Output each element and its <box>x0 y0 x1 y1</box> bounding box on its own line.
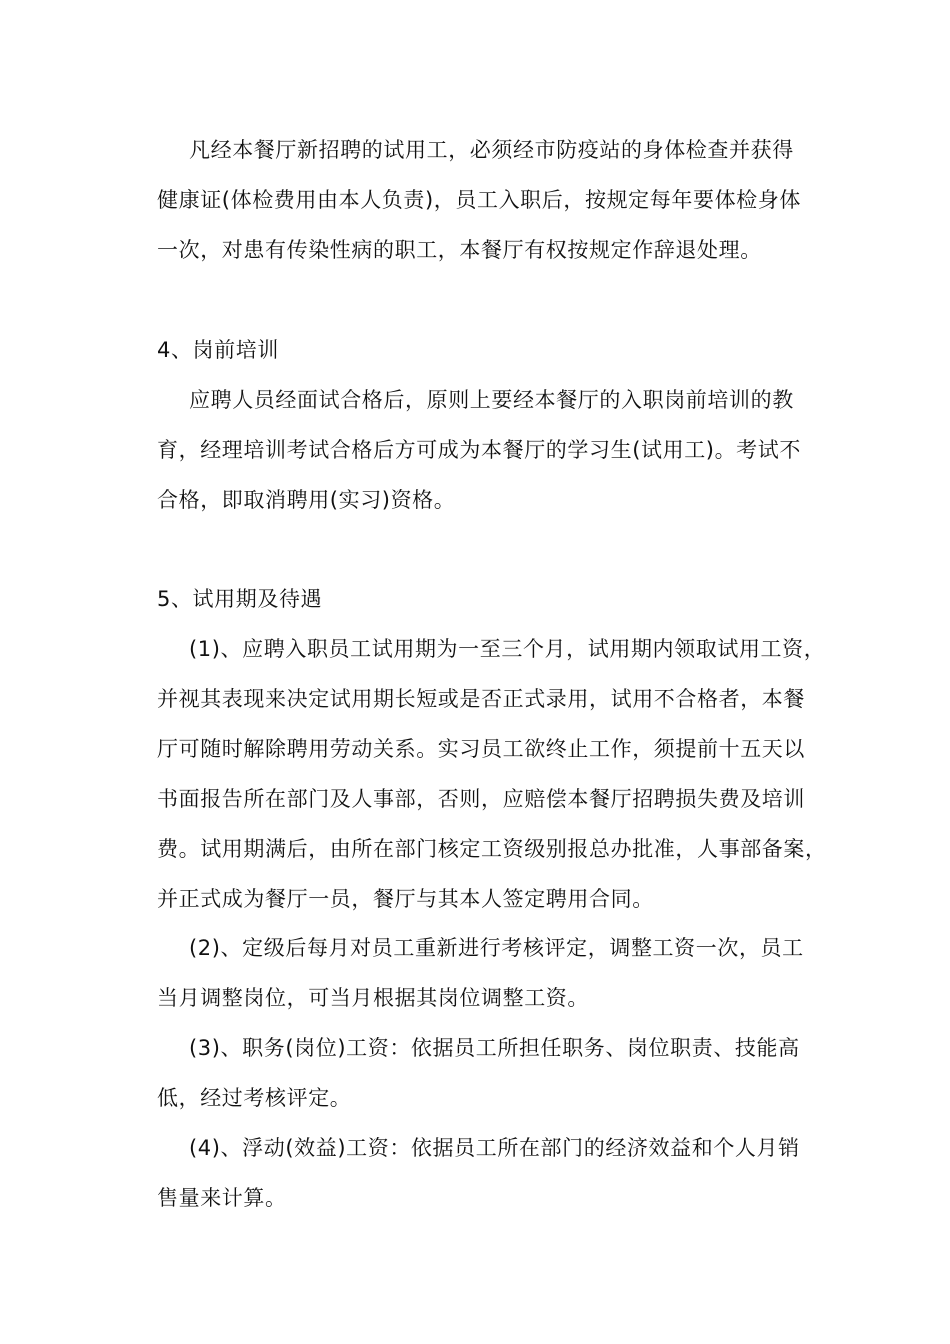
list-item-line: 当月调整岗位，可当月根据其岗位调整工资。 <box>157 986 589 1010</box>
list-item-line: 书面报告所在部门及人事部，否则，应赔偿本餐厅招聘损失费及培训 <box>157 787 805 811</box>
paragraph-line: 应聘人员经面试合格后，原则上要经本餐厅的入职岗前培训的教 <box>189 388 794 412</box>
list-item-line: 并视其表现来决定试用期长短或是否正式录用，试用不合格者，本餐 <box>157 687 805 711</box>
list-item-line: 费。试用期满后，由所在部门核定工资级别报总办批准，人事部备案， <box>157 837 827 861</box>
section-heading-4: 4、岗前培训 <box>157 338 279 362</box>
list-item-line: (1)、应聘入职员工试用期为一至三个月，试用期内领取试用工资， <box>189 637 826 661</box>
list-item-line: (3)、职务(岗位)工资：依据员工所担任职务、岗位职责、技能高 <box>189 1036 800 1060</box>
paragraph-line: 健康证(体检费用由本人负责)，员工入职后，按规定每年要体检身体 <box>157 188 801 212</box>
list-item-line: 售量来计算。 <box>157 1186 287 1210</box>
list-item-line: 厅可随时解除聘用劳动关系。实习员工欲终止工作，须提前十五天以 <box>157 737 805 761</box>
paragraph-line: 凡经本餐厅新招聘的试用工，必须经市防疫站的身体检查并获得 <box>189 138 794 162</box>
list-item-line: (4)、浮动(效益)工资：依据员工所在部门的经济效益和个人月销 <box>189 1136 800 1160</box>
list-item-line: 低，经过考核评定。 <box>157 1086 352 1110</box>
section-heading-5: 5、试用期及待遇 <box>157 587 323 611</box>
list-item-line: (2)、定级后每月对员工重新进行考核评定，调整工资一次，员工 <box>189 936 804 960</box>
paragraph-line: 一次，对患有传染性病的职工，本餐厅有权按规定作辞退处理。 <box>157 238 762 262</box>
paragraph-line: 合格，即取消聘用(实习)资格。 <box>157 488 456 512</box>
paragraph-line: 育，经理培训考试合格后方可成为本餐厅的学习生(试用工)。考试不 <box>157 438 801 462</box>
list-item-line: 并正式成为餐厅一员，餐厅与其本人签定聘用合同。 <box>157 887 654 911</box>
